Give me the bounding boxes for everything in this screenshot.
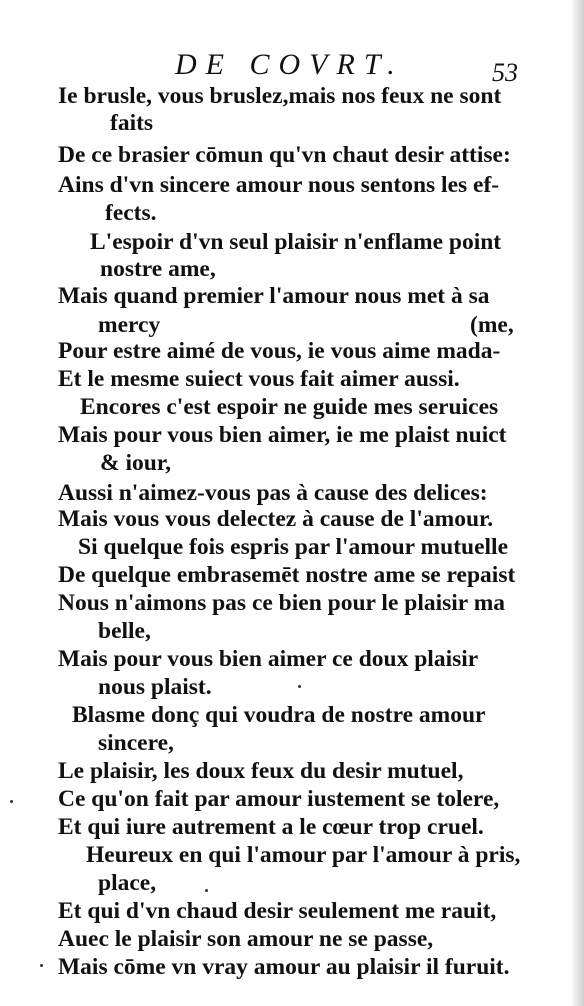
text-line: Ce qu'on fait par amour iustement se tolere,: [58, 786, 500, 812]
text-line: Encores c'est espoir ne guide mes seruices: [80, 394, 499, 420]
text-line: Mais pour vous bien aimer, ie me plaist nuict: [58, 422, 507, 448]
text-line: nostre ame,: [100, 256, 216, 282]
text-line: Si quelque fois espris par l'amour mutuelle: [78, 534, 509, 560]
text-line: place,: [98, 870, 157, 896]
text-line: belle,: [98, 618, 151, 644]
text-line: De quelque embrasemēt nostre ame se repaist: [58, 562, 516, 588]
text-line: fects.: [105, 200, 157, 226]
text-line: Mais vous vous delectez à cause de l'amour.: [58, 506, 494, 532]
text-line: mercy: [98, 312, 161, 338]
text-line: Mais pour vous bien aimer ce doux plaisir: [58, 646, 479, 672]
text-line: Le plaisir, les doux feux du desir mutuel,: [58, 758, 464, 784]
text-line: Mais cōme vn vray amour au plaisir il furuit.: [58, 954, 510, 980]
text-line: nous plaist.: [98, 674, 212, 700]
text-line: Pour estre aimé de vous, ie vous aime mada-: [58, 338, 501, 364]
text-line: faits: [110, 110, 154, 136]
ink-speck: [10, 800, 13, 803]
text-line: Blasme donç qui voudra de nostre amour: [72, 702, 486, 728]
page-number: 53: [492, 58, 518, 87]
text-line: De ce brasier cōmun qu'vn chaut desir attise:: [58, 142, 511, 168]
text-line: Et qui iure autrement a le cœur trop cruel.: [58, 814, 484, 840]
page-gutter-shadow: [570, 0, 584, 1006]
text-line: sincere,: [98, 730, 174, 756]
text-line: Aussi n'aimez-vous pas à cause des delices:: [58, 480, 488, 506]
text-line: Auec le plaisir son amour ne se passe,: [58, 926, 434, 952]
ink-speck: [205, 889, 208, 892]
text-line: Et le mesme suiect vous fait aimer aussi.: [58, 366, 460, 392]
running-head: DE COVRT.: [175, 48, 404, 81]
text-line: L'espoir d'vn seul plaisir n'enflame point: [90, 229, 502, 255]
text-line: Nous n'aimons pas ce bien pour le plaisir ma: [58, 590, 506, 616]
text-line: (me,: [470, 312, 514, 338]
text-line: Ains d'vn sincere amour nous sentons les ef-: [58, 172, 500, 198]
ink-speck: [40, 964, 43, 967]
text-line: Et qui d'vn chaud desir seulement me rauit,: [58, 898, 497, 924]
ink-speck: [298, 685, 301, 688]
text-line: Heureux en qui l'amour par l'amour à pris,: [86, 842, 521, 868]
text-line: Mais quand premier l'amour nous met à sa: [58, 283, 490, 309]
text-line: Ie brusle, vous bruslez,mais nos feux ne sont: [58, 83, 502, 109]
text-line: & iour,: [100, 450, 171, 476]
